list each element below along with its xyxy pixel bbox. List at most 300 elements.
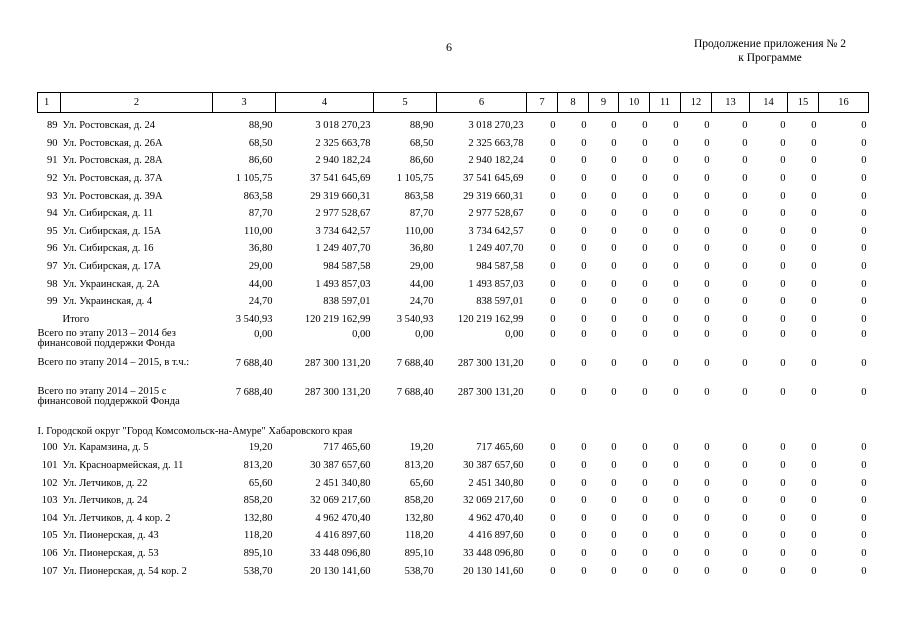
zero-cell: 0: [550, 512, 556, 524]
zero-cell: 0: [642, 137, 648, 149]
area-cell: 86,60: [409, 155, 434, 167]
header-cell-9: 9: [589, 93, 619, 113]
cost-cell: 4 416 897,60: [315, 530, 371, 542]
area-cell: 29,00: [248, 261, 273, 273]
zero-cell: 0: [780, 387, 786, 399]
zero-cell: 0: [704, 261, 710, 273]
area-cell: 44,00: [409, 278, 434, 290]
table-row: [38, 223, 869, 241]
total-label: Всего по этапу 2014 – 2015, в т.ч.:: [37, 357, 190, 369]
zero-cell: 0: [550, 208, 556, 220]
cost-cell: 0,00: [352, 329, 371, 341]
cost-cell: 37 541 645,69: [463, 173, 524, 185]
zero-cell: 0: [742, 190, 748, 202]
zero-cell: 0: [611, 278, 617, 290]
zero-cell: 0: [780, 225, 786, 237]
total-row: [38, 328, 869, 357]
zero-cell: 0: [642, 278, 648, 290]
zero-cell: 0: [642, 313, 648, 325]
zero-cell: 0: [811, 120, 817, 132]
zero-cell: 0: [704, 278, 710, 290]
zero-cell: 0: [550, 120, 556, 132]
address-cell: Ул. Сибирская, д. 16: [62, 243, 154, 255]
zero-cell: 0: [581, 173, 587, 185]
zero-cell: 0: [861, 225, 867, 237]
cost-cell: 2 977 528,67: [315, 208, 371, 220]
zero-cell: 0: [861, 530, 867, 542]
zero-cell: 0: [704, 460, 710, 472]
zero-cell: 0: [861, 120, 867, 132]
zero-cell: 0: [673, 387, 679, 399]
zero-cell: 0: [861, 565, 867, 577]
zero-cell: 0: [550, 155, 556, 167]
zero-cell: 0: [642, 243, 648, 255]
zero-cell: 0: [780, 512, 786, 524]
area-cell: 3 540,93: [235, 313, 273, 325]
zero-cell: 0: [673, 155, 679, 167]
zero-cell: 0: [581, 477, 587, 489]
zero-cell: 0: [581, 512, 587, 524]
zero-cell: 0: [642, 460, 648, 472]
row-number: 91: [47, 155, 58, 167]
zero-cell: 0: [861, 190, 867, 202]
cost-cell: 4 962 470,40: [315, 512, 371, 524]
total-row: [38, 357, 869, 386]
zero-cell: 0: [550, 442, 556, 454]
area-cell: 7 688,40: [235, 358, 273, 370]
zero-cell: 0: [673, 278, 679, 290]
zero-cell: 0: [581, 120, 587, 132]
header-cell-15: 15: [788, 93, 819, 113]
zero-cell: 0: [704, 137, 710, 149]
zero-cell: 0: [611, 565, 617, 577]
zero-cell: 0: [611, 155, 617, 167]
zero-cell: 0: [861, 512, 867, 524]
address-cell: Ул. Ростовская, д. 24: [62, 120, 156, 132]
table-row: [38, 152, 869, 170]
cost-cell: 33 448 096,80: [310, 547, 371, 559]
zero-cell: 0: [550, 565, 556, 577]
cost-cell: 2 940 182,24: [315, 155, 371, 167]
area-cell: 87,70: [248, 208, 273, 220]
zero-cell: 0: [550, 313, 556, 325]
zero-cell: 0: [581, 313, 587, 325]
zero-cell: 0: [861, 155, 867, 167]
table-row: [38, 562, 869, 580]
zero-cell: 0: [704, 512, 710, 524]
area-cell: 7 688,40: [396, 358, 434, 370]
cost-cell: 20 130 141,60: [310, 565, 371, 577]
zero-cell: 0: [642, 155, 648, 167]
zero-cell: 0: [780, 243, 786, 255]
area-cell: 19,20: [409, 442, 434, 454]
cost-cell: 287 300 131,20: [304, 387, 371, 399]
zero-cell: 0: [673, 442, 679, 454]
zero-cell: 0: [742, 313, 748, 325]
zero-cell: 0: [642, 225, 648, 237]
area-cell: 68,50: [409, 137, 434, 149]
zero-cell: 0: [642, 173, 648, 185]
zero-cell: 0: [581, 547, 587, 559]
zero-cell: 0: [673, 243, 679, 255]
area-cell: 538,70: [243, 565, 273, 577]
cost-cell: 1 249 407,70: [315, 243, 371, 255]
zero-cell: 0: [642, 530, 648, 542]
zero-cell: 0: [780, 137, 786, 149]
zero-cell: 0: [742, 243, 748, 255]
zero-cell: 0: [742, 208, 748, 220]
zero-cell: 0: [581, 565, 587, 577]
area-cell: 3 540,93: [396, 313, 434, 325]
address-cell: Ул. Красноармейская, д. 11: [62, 460, 184, 472]
zero-cell: 0: [811, 442, 817, 454]
cost-cell: 3 018 270,23: [315, 120, 371, 132]
header-cell-10: 10: [619, 93, 650, 113]
zero-cell: 0: [780, 329, 786, 341]
table-row: [38, 492, 869, 510]
zero-cell: 0: [861, 387, 867, 399]
area-cell: 1 105,75: [396, 173, 434, 185]
zero-cell: 0: [811, 387, 817, 399]
zero-cell: 0: [673, 565, 679, 577]
zero-cell: 0: [642, 190, 648, 202]
table-header: [38, 93, 869, 113]
zero-cell: 0: [811, 460, 817, 472]
zero-cell: 0: [611, 442, 617, 454]
table-row: [38, 439, 869, 457]
header-cell-16: 16: [819, 93, 869, 113]
zero-cell: 0: [861, 173, 867, 185]
header-cell-12: 12: [681, 93, 712, 113]
zero-cell: 0: [581, 296, 587, 308]
area-cell: 863,58: [243, 190, 273, 202]
zero-cell: 0: [811, 155, 817, 167]
zero-cell: 0: [704, 208, 710, 220]
cost-cell: 4 962 470,40: [468, 512, 524, 524]
zero-cell: 0: [673, 477, 679, 489]
area-cell: 0,00: [254, 329, 273, 341]
cost-cell: 287 300 131,20: [457, 358, 524, 370]
area-cell: 36,80: [248, 243, 273, 255]
zero-cell: 0: [550, 137, 556, 149]
appendix-caption: [650, 37, 890, 65]
cost-cell: 2 325 663,78: [468, 137, 524, 149]
row-number: [38, 311, 61, 329]
zero-cell: 0: [581, 358, 587, 370]
row-number: 94: [47, 208, 58, 220]
area-cell: 895,10: [404, 547, 434, 559]
address-cell: Ул. Ростовская, д. 28А: [62, 155, 163, 167]
area-cell: 88,90: [248, 120, 273, 132]
zero-cell: 0: [861, 460, 867, 472]
area-cell: 132,80: [404, 512, 434, 524]
zero-cell: 0: [704, 296, 710, 308]
zero-cell: 0: [704, 329, 710, 341]
zero-cell: 0: [673, 296, 679, 308]
zero-cell: 0: [673, 120, 679, 132]
address-cell: Ул. Карамзина, д. 5: [62, 442, 149, 454]
zero-cell: 0: [780, 477, 786, 489]
address-cell: Ул. Летчиков, д. 4 кор. 2: [62, 512, 171, 524]
row-number: 101: [41, 460, 58, 472]
zero-cell: 0: [704, 565, 710, 577]
cost-cell: 984 587,58: [476, 261, 524, 273]
table-row: [38, 135, 869, 153]
zero-cell: 0: [861, 442, 867, 454]
zero-cell: 0: [742, 477, 748, 489]
cost-cell: 20 130 141,60: [463, 565, 524, 577]
address-cell: Ул. Летчиков, д. 22: [62, 477, 148, 489]
zero-cell: 0: [780, 495, 786, 507]
row-number: 99: [47, 296, 58, 308]
zero-cell: 0: [642, 387, 648, 399]
address-cell: Итого: [62, 313, 90, 325]
zero-cell: 0: [550, 190, 556, 202]
zero-cell: 0: [780, 173, 786, 185]
zero-cell: 0: [581, 329, 587, 341]
zero-cell: 0: [550, 243, 556, 255]
header-cell-13: 13: [712, 93, 750, 113]
zero-cell: 0: [611, 477, 617, 489]
area-cell: 863,58: [404, 190, 434, 202]
table-row: [38, 117, 869, 135]
zero-cell: 0: [673, 208, 679, 220]
header-cell-1: 1: [38, 93, 61, 113]
row-number: 92: [47, 173, 58, 185]
zero-cell: 0: [611, 495, 617, 507]
area-cell: 88,90: [409, 120, 434, 132]
cost-cell: 30 387 657,60: [463, 460, 524, 472]
header-cell-3: 3: [213, 93, 276, 113]
table-row: [38, 187, 869, 205]
region-title: I. Городской округ "Город Комсомольск-на-Амуре" Хабаровского края: [37, 426, 353, 438]
zero-cell: 0: [780, 547, 786, 559]
zero-cell: 0: [642, 547, 648, 559]
zero-cell: 0: [811, 358, 817, 370]
zero-cell: 0: [811, 530, 817, 542]
table-row: [38, 510, 869, 528]
zero-cell: 0: [550, 387, 556, 399]
area-cell: 1 105,75: [235, 173, 273, 185]
zero-cell: 0: [861, 243, 867, 255]
row-number: 102: [41, 477, 58, 489]
header-cell-11: 11: [650, 93, 681, 113]
zero-cell: 0: [811, 313, 817, 325]
cost-cell: 120 219 162,99: [304, 313, 371, 325]
zero-cell: 0: [673, 190, 679, 202]
zero-cell: 0: [704, 495, 710, 507]
zero-cell: 0: [673, 547, 679, 559]
table-row: [38, 457, 869, 475]
zero-cell: 0: [550, 547, 556, 559]
cost-cell: 32 069 217,60: [310, 495, 371, 507]
row-number: 90: [47, 137, 58, 149]
zero-cell: 0: [780, 530, 786, 542]
row-number: 107: [41, 565, 58, 577]
zero-cell: 0: [611, 460, 617, 472]
zero-cell: 0: [642, 120, 648, 132]
cost-cell: 4 416 897,60: [468, 530, 524, 542]
zero-cell: 0: [780, 358, 786, 370]
row-number: 106: [41, 547, 58, 559]
zero-cell: 0: [861, 495, 867, 507]
zero-cell: 0: [673, 512, 679, 524]
zero-cell: 0: [611, 225, 617, 237]
zero-cell: 0: [811, 547, 817, 559]
zero-cell: 0: [704, 190, 710, 202]
header-cell-7: 7: [527, 93, 558, 113]
zero-cell: 0: [861, 358, 867, 370]
row-number: 103: [41, 495, 58, 507]
area-cell: 118,20: [244, 530, 273, 542]
zero-cell: 0: [581, 155, 587, 167]
zero-cell: 0: [704, 547, 710, 559]
cost-cell: 2 451 340,80: [468, 477, 524, 489]
zero-cell: 0: [861, 137, 867, 149]
table-row: [38, 474, 869, 492]
zero-cell: 0: [742, 358, 748, 370]
address-cell: Ул. Сибирская, д. 15А: [62, 225, 162, 237]
address-cell: Ул. Сибирская, д. 11: [62, 208, 154, 220]
cost-cell: 2 977 528,67: [468, 208, 524, 220]
cost-cell: 287 300 131,20: [304, 358, 371, 370]
zero-cell: 0: [861, 261, 867, 273]
area-cell: 7 688,40: [396, 387, 434, 399]
zero-cell: 0: [611, 243, 617, 255]
zero-cell: 0: [811, 225, 817, 237]
zero-cell: 0: [611, 173, 617, 185]
zero-cell: 0: [642, 477, 648, 489]
address-cell: Ул. Украинская, д. 2А: [62, 278, 160, 290]
appendix-line-1: Продолжение приложения № 2: [693, 38, 847, 50]
table-row: [38, 527, 869, 545]
zero-cell: 0: [642, 296, 648, 308]
zero-cell: 0: [611, 208, 617, 220]
zero-cell: 0: [780, 261, 786, 273]
row-number: 93: [47, 190, 58, 202]
zero-cell: 0: [742, 442, 748, 454]
zero-cell: 0: [704, 358, 710, 370]
zero-cell: 0: [811, 565, 817, 577]
zero-cell: 0: [611, 512, 617, 524]
area-cell: 19,20: [248, 442, 273, 454]
area-cell: 44,00: [248, 278, 273, 290]
zero-cell: 0: [704, 120, 710, 132]
table-row: [38, 311, 869, 329]
cost-cell: 717 465,60: [323, 442, 371, 454]
zero-cell: 0: [704, 243, 710, 255]
zero-cell: 0: [581, 243, 587, 255]
header-cell-8: 8: [558, 93, 589, 113]
cost-cell: 37 541 645,69: [310, 173, 371, 185]
appendix-line-2: к Программе: [738, 52, 802, 64]
zero-cell: 0: [811, 477, 817, 489]
zero-cell: 0: [811, 137, 817, 149]
zero-cell: 0: [550, 278, 556, 290]
zero-cell: 0: [611, 296, 617, 308]
cost-cell: 120 219 162,99: [457, 313, 524, 325]
zero-cell: 0: [581, 190, 587, 202]
zero-cell: 0: [811, 512, 817, 524]
zero-cell: 0: [861, 313, 867, 325]
zero-cell: 0: [581, 278, 587, 290]
area-cell: 65,60: [248, 477, 273, 489]
zero-cell: 0: [642, 512, 648, 524]
zero-cell: 0: [673, 225, 679, 237]
cost-cell: 29 319 660,31: [463, 190, 524, 202]
zero-cell: 0: [811, 208, 817, 220]
zero-cell: 0: [780, 120, 786, 132]
row-number: 100: [41, 442, 58, 454]
cost-cell: 1 493 857,03: [315, 278, 371, 290]
zero-cell: 0: [861, 296, 867, 308]
zero-cell: 0: [811, 261, 817, 273]
area-cell: 110,00: [244, 225, 273, 237]
page-number: 6: [446, 40, 452, 54]
area-cell: 858,20: [243, 495, 273, 507]
zero-cell: 0: [581, 208, 587, 220]
zero-cell: 0: [581, 225, 587, 237]
zero-cell: 0: [673, 173, 679, 185]
zero-cell: 0: [550, 460, 556, 472]
area-cell: 68,50: [248, 137, 273, 149]
zero-cell: 0: [742, 329, 748, 341]
cost-cell: 717 465,60: [476, 442, 524, 454]
zero-cell: 0: [673, 358, 679, 370]
zero-cell: 0: [704, 313, 710, 325]
address-cell: Ул. Пионерская, д. 43: [62, 530, 159, 542]
zero-cell: 0: [780, 296, 786, 308]
cost-cell: 3 734 642,57: [315, 225, 371, 237]
cost-cell: 838 597,01: [323, 296, 371, 308]
zero-cell: 0: [742, 530, 748, 542]
total-row: [38, 386, 869, 423]
header-cell-2: 2: [61, 93, 213, 113]
zero-cell: 0: [550, 530, 556, 542]
zero-cell: 0: [704, 477, 710, 489]
zero-cell: 0: [704, 530, 710, 542]
zero-cell: 0: [742, 261, 748, 273]
zero-cell: 0: [861, 477, 867, 489]
zero-cell: 0: [780, 190, 786, 202]
row-number: 105: [41, 530, 58, 542]
address-cell: Ул. Украинская, д. 4: [62, 296, 153, 308]
zero-cell: 0: [611, 137, 617, 149]
area-cell: 65,60: [409, 477, 434, 489]
program-table: [37, 92, 869, 580]
zero-cell: 0: [742, 565, 748, 577]
zero-cell: 0: [673, 460, 679, 472]
zero-cell: 0: [742, 120, 748, 132]
zero-cell: 0: [581, 460, 587, 472]
address-cell: Ул. Летчиков, д. 24: [62, 495, 148, 507]
cost-cell: 3 734 642,57: [468, 225, 524, 237]
zero-cell: 0: [811, 495, 817, 507]
zero-cell: 0: [611, 358, 617, 370]
cost-cell: 30 387 657,60: [310, 460, 371, 472]
zero-cell: 0: [642, 261, 648, 273]
cost-cell: 33 448 096,80: [463, 547, 524, 559]
area-cell: 24,70: [409, 296, 434, 308]
zero-cell: 0: [581, 261, 587, 273]
zero-cell: 0: [581, 530, 587, 542]
zero-cell: 0: [673, 261, 679, 273]
cost-cell: 838 597,01: [476, 296, 524, 308]
zero-cell: 0: [780, 278, 786, 290]
area-cell: 29,00: [409, 261, 434, 273]
row-number: 97: [47, 261, 58, 273]
zero-cell: 0: [673, 313, 679, 325]
